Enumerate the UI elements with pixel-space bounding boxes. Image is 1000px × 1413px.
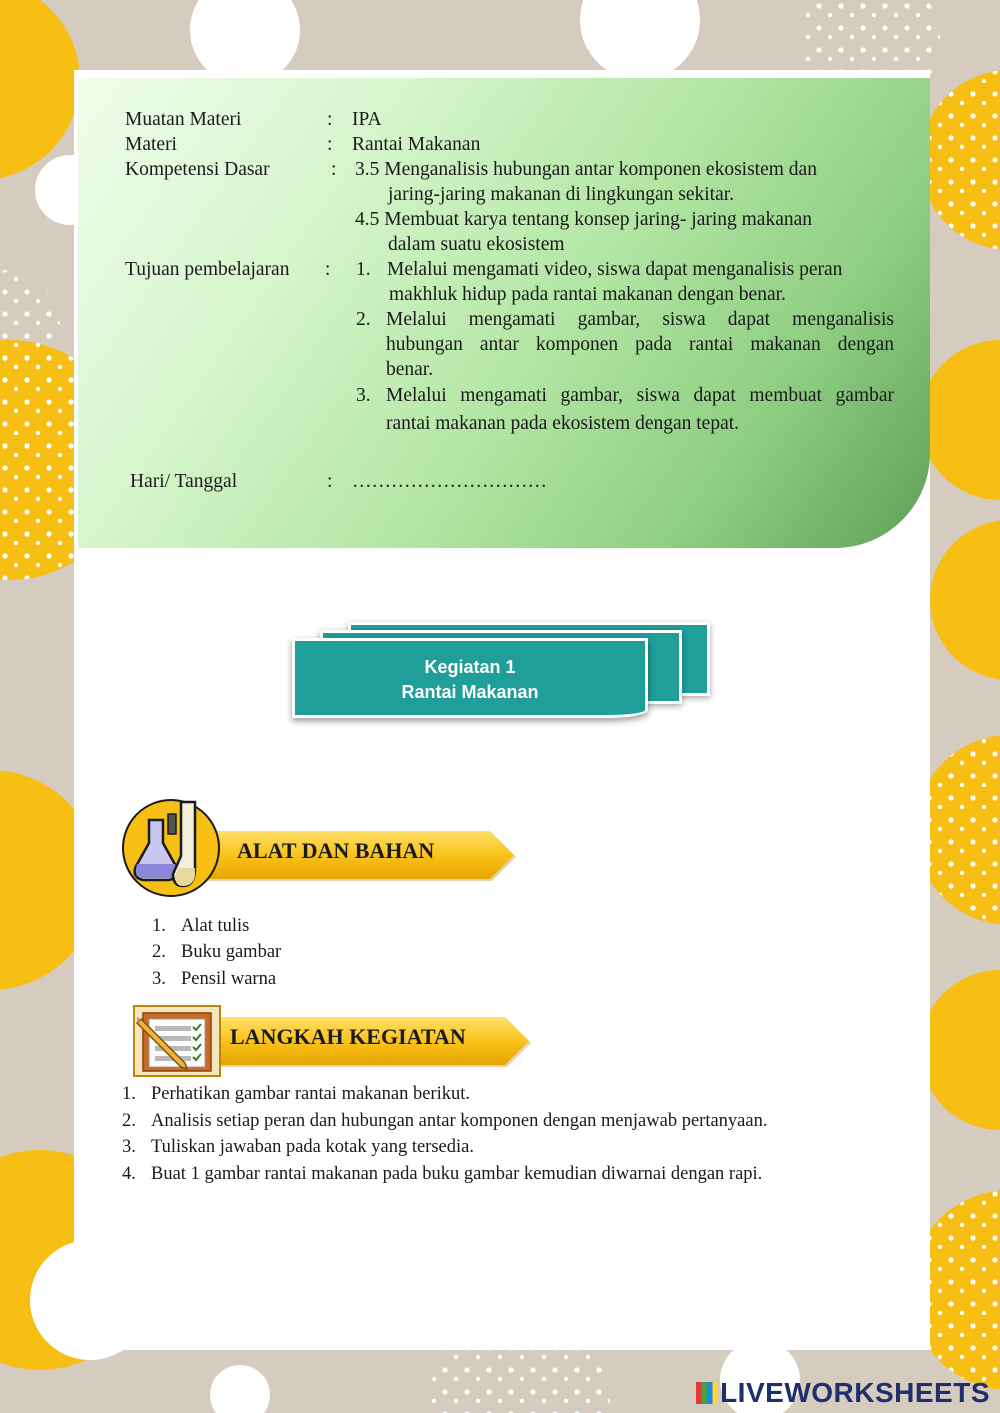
label-hari-tanggal: Hari/ Tanggal (130, 471, 238, 492)
langkah-num-1: 1. (122, 1084, 136, 1104)
logo-mark-icon (696, 1382, 718, 1404)
colon: : (327, 109, 333, 130)
tujuan-2-line1: Melalui mengamati gambar, siswa dapat menganalisis (386, 309, 894, 330)
value-muatan-materi: IPA (352, 109, 382, 130)
label-kompetensi-dasar: Kompetensi Dasar (125, 159, 270, 180)
langkah-num-3: 3. (122, 1137, 136, 1157)
kd-1-line2: jaring-jaring makanan di lingkungan sekitar. (388, 184, 735, 205)
tujuan-2-num: 2. (356, 309, 371, 330)
kd-2-line1: 4.5 Membuat karya tentang konsep jaring- jaring makanan (355, 209, 813, 230)
alat-item-3: Pensil warna (181, 969, 277, 989)
liveworksheets-logo (696, 1377, 990, 1409)
label-tujuan: Tujuan pembelajaran (125, 259, 290, 280)
tujuan-1-num: 1. (356, 259, 371, 280)
langkah-item-2: Analisis setiap peran dan hubungan antar komponen dengan menjawab pertanyaan. (151, 1111, 768, 1131)
alat-item-2: Buku gambar (181, 942, 282, 962)
label-muatan-materi: Muatan Materi (125, 109, 242, 130)
kegiatan-title: Rantai Makanan (401, 682, 539, 702)
kegiatan-number: Kegiatan 1 (424, 657, 516, 677)
tujuan-2-line2: hubungan antar komponen pada rantai makanan dengan (386, 334, 894, 355)
kd-1-line1: 3.5 Menganalisis hubungan antar komponen ekosistem dan (355, 159, 817, 180)
alat-num-3: 3. (152, 969, 166, 989)
tujuan-3-line2: rantai makanan pada ekosistem dengan tepat. (386, 413, 740, 434)
clipboard-checklist-icon (133, 1005, 221, 1077)
alat-num-1: 1. (152, 916, 166, 936)
colon: : (327, 471, 333, 492)
tujuan-3-num: 3. (356, 385, 371, 406)
kd-2-line2: dalam suatu ekosistem (388, 234, 565, 255)
alat-num-2: 2. (152, 942, 166, 962)
watermark-text: LIVEWORKSHEETS (720, 1377, 990, 1408)
colon: : (327, 134, 333, 155)
kegiatan-card (292, 638, 648, 718)
alat-title: ALAT DAN BAHAN (237, 838, 435, 863)
langkah-item-3: Tuliskan jawaban pada kotak yang tersedia. (151, 1137, 474, 1157)
date-answer-field[interactable]: ………………………… (352, 471, 547, 492)
value-materi: Rantai Makanan (352, 134, 481, 155)
tujuan-2-line3: benar. (386, 359, 434, 380)
alat-item-1: Alat tulis (181, 916, 250, 936)
langkah-title: LANGKAH KEGIATAN (230, 1024, 466, 1049)
langkah-num-2: 2. (122, 1111, 136, 1131)
tujuan-1-line1: Melalui mengamati video, siswa dapat menganalisis peran (387, 259, 843, 280)
tujuan-1-line2: makhluk hidup pada rantai makanan dengan benar. (389, 284, 786, 305)
lab-flask-icon (121, 798, 221, 898)
langkah-num-4: 4. (122, 1164, 136, 1184)
langkah-item-1: Perhatikan gambar rantai makanan berikut. (151, 1084, 470, 1104)
label-materi: Materi (125, 134, 177, 155)
tujuan-3-line1: Melalui mengamati gambar, siswa dapat membuat gambar (386, 385, 894, 406)
langkah-item-4: Buat 1 gambar rantai makanan pada buku gambar kemudian diwarnai dengan rapi. (151, 1164, 763, 1184)
colon: : (325, 259, 331, 280)
colon: : (331, 159, 337, 180)
